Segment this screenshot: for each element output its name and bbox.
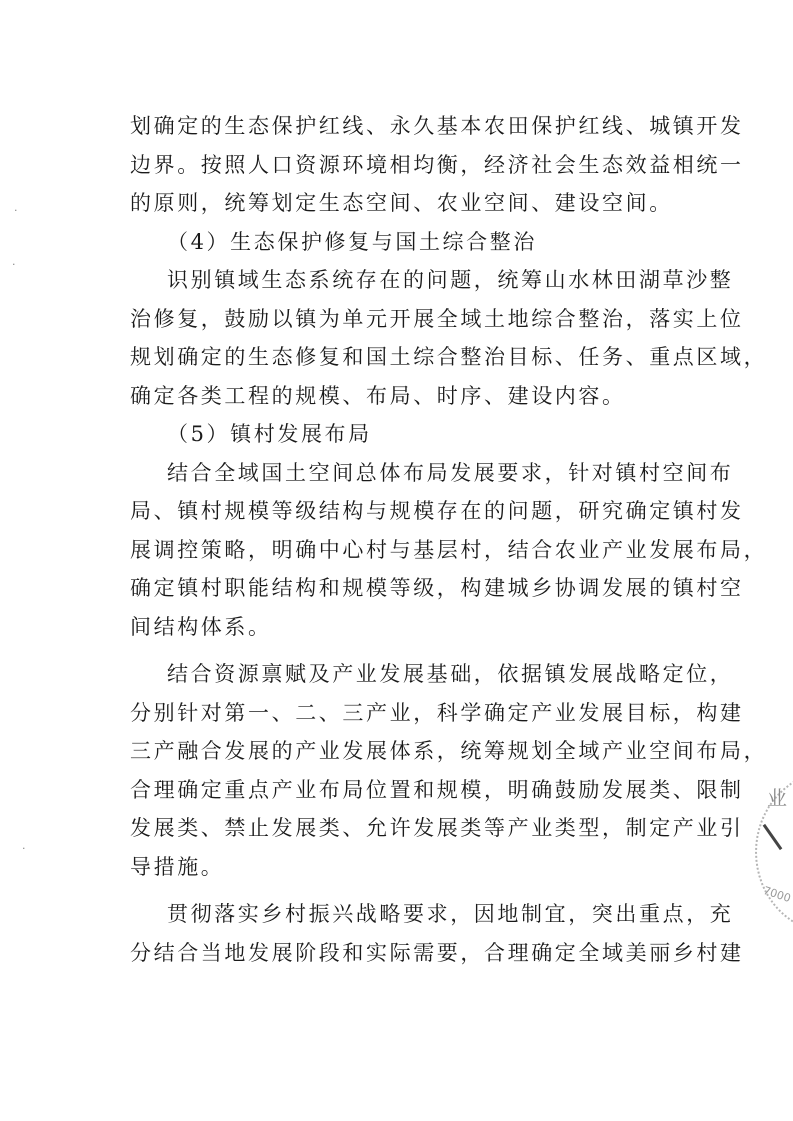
body-line: 分结合当地发展阶段和实际需要，合理确定全域美丽乡村建 <box>130 940 744 965</box>
body-line: 确定各类工程的规模、布局、时序、建设内容。 <box>130 383 626 408</box>
body-line: 规划确定的生态修复和国土综合整治目标、任务、重点区域， <box>130 345 768 369</box>
body-line: 治修复，鼓励以镇为单元开展全域土地综合整治，落实上位 <box>130 306 744 331</box>
body-line: 边界。按照人口资源环境相均衡，经济社会生态效益相统一 <box>130 152 744 177</box>
scan-speck: · <box>12 258 16 271</box>
paragraph-industry-development <box>130 655 768 886</box>
body-line: 确定镇村职能结构和规模等级，构建城乡协调发展的镇村空 <box>130 576 744 600</box>
heading-text: （5）镇村发展布局 <box>167 422 372 446</box>
body-line: 的原则，统筹划定生态空间、农业空间、建设空间。 <box>130 191 673 215</box>
seal-character: 业 <box>767 786 787 810</box>
body-line: 展调控策略，明确中心村与基层村，结合农业产业发展布局， <box>130 537 768 562</box>
official-seal-stamp <box>749 770 793 940</box>
body-line: 结合全域国土空间总体布局发展要求，针对镇村空间布 <box>167 460 734 485</box>
paragraph-gap <box>130 886 685 895</box>
body-line: 分别针对第一、二、三产业，科学确定产业发展目标，构建 <box>130 700 744 725</box>
section-heading-5 <box>130 415 685 454</box>
body-line: 划确定的生态保护红线、永久基本农田保护红线、城镇开发 <box>130 114 744 138</box>
scan-speck: · <box>14 204 18 217</box>
paragraph-town-village-layout <box>130 454 768 647</box>
section-heading-4 <box>130 223 685 262</box>
body-line: 间结构体系。 <box>130 614 272 639</box>
paragraph-planning-boundaries <box>130 107 744 223</box>
body-line: 局、镇村规模等级结构与规模存在的问题，研究确定镇村发 <box>130 499 744 523</box>
scan-speck: · <box>22 842 26 855</box>
heading-text: （4）生态保护修复与国土综合整治 <box>167 229 537 254</box>
body-line: 贯彻落实乡村振兴战略要求，因地制宜，突出重点，充 <box>167 902 734 926</box>
paragraph-rural-revitalization <box>130 895 744 972</box>
paragraph-ecological-restoration <box>130 261 768 415</box>
body-line: 结合资源禀赋及产业发展基础，依据镇发展战略定位， <box>167 662 734 686</box>
body-line: 导措施。 <box>130 854 225 879</box>
seal-number: 7000 <box>761 883 793 906</box>
body-line: 发展类、禁止发展类、允许发展类等产业类型，制定产业引 <box>130 816 744 840</box>
body-line: 三产融合发展的产业发展体系，统筹规划全域产业空间布局， <box>130 739 768 763</box>
body-line: 合理确定重点产业布局位置和规模，明确鼓励发展类、限制 <box>130 777 744 802</box>
body-line: 识别镇域生态系统存在的问题，统筹山水林田湖草沙整 <box>167 268 734 292</box>
paragraph-gap <box>130 646 685 655</box>
document-body <box>130 107 768 972</box>
